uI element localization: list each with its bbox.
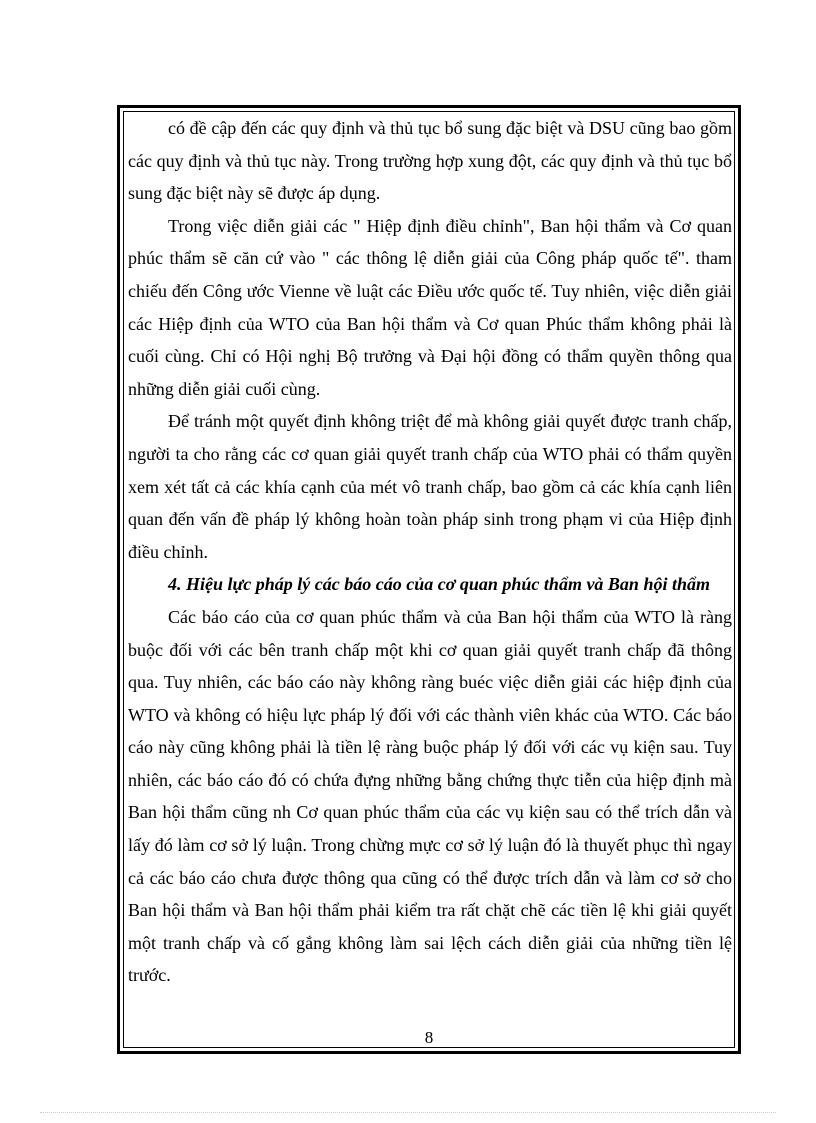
page-number: 8 [424, 1028, 434, 1047]
paragraph-4: Các báo cáo của cơ quan phúc thẩm và của Ban hội thẩm của WTO là ràng buộc đối với các bên tranh chấp một khi cơ quan giải quyết tranh chấp đã thông qua. Tuy nhiên, các báo cáo này không ràng buéc việc diễn giải các hiệp định của WTO và không có hiệu lực pháp lý đối với các thành viên khác của WTO. Các báo cáo này cũng không phải là tiền lệ ràng buộc pháp lý đối với các vụ kiện sau. Tuy nhiên, các báo cáo đó có chứa đựng những bằng chứng thực tiễn của hiệp định mà Ban hội thẩm cũng nh Cơ quan phúc thẩm của các vụ kiện sau có thể trích dẫn và lấy đó làm cơ sở lý luận. Trong chừng mực cơ sở lý luận đó là thuyết phục thì ngay cả các báo cáo chưa được thông qua cũng có thể được trích dẫn và làm cơ sở cho Ban hội thẩm và Ban hội thẩm phải kiểm tra rất chặt chẽ các tiền lệ khi giải quyết một tranh chấp và cố gắng không làm sai lệch cách diễn giải của những tiền lệ trước. [128, 606, 732, 986]
section-heading: 4. Hiệu lực pháp lý các báo cáo của cơ quan phúc thẩm và Ban hội thẩm [168, 574, 710, 595]
document-body [128, 112, 732, 992]
paragraph-3: Để tránh một quyết định không triệt để mà không giải quyết được tranh chấp, người ta cho rằng các cơ quan giải quyết tranh chấp của WTO phải có thẩm quyền xem xét tất cả các khía cạnh của mét vô tranh chấp, bao gồm cả các khía cạnh liên quan đến vấn đề pháp lý không hoàn toàn pháp sinh trong phạm vi của Hiệp định điều chỉnh. [128, 411, 732, 562]
paragraph-2: Trong việc diễn giải các " Hiệp định điều chỉnh", Ban hội thẩm và Cơ quan phúc thẩm sẽ căn cứ vào " các thông lệ diễn giải của Công pháp quốc tế". tham chiếu đến Công ước Vienne về luật các Điều ước quốc tế. Tuy nhiên, việc diễn giải các Hiệp định của WTO của Ban hội thẩm và Cơ quan Phúc thẩm không phải là cuối cùng. Chỉ có Hội nghị Bộ trưởng và Đại hội đồng có thẩm quyền thông qua những diễn giải cuối cùng. [128, 215, 732, 399]
paragraph-1: có đề cập đến các quy định và thủ tục bổ sung đặc biệt và DSU cũng bao gồm các quy định và thủ tục này. Trong trường hợp xung đột, các quy định và thủ tục bổ sung đặc biệt này sẽ được áp dụng. [128, 118, 732, 204]
footer-dotted-line [40, 1112, 776, 1113]
